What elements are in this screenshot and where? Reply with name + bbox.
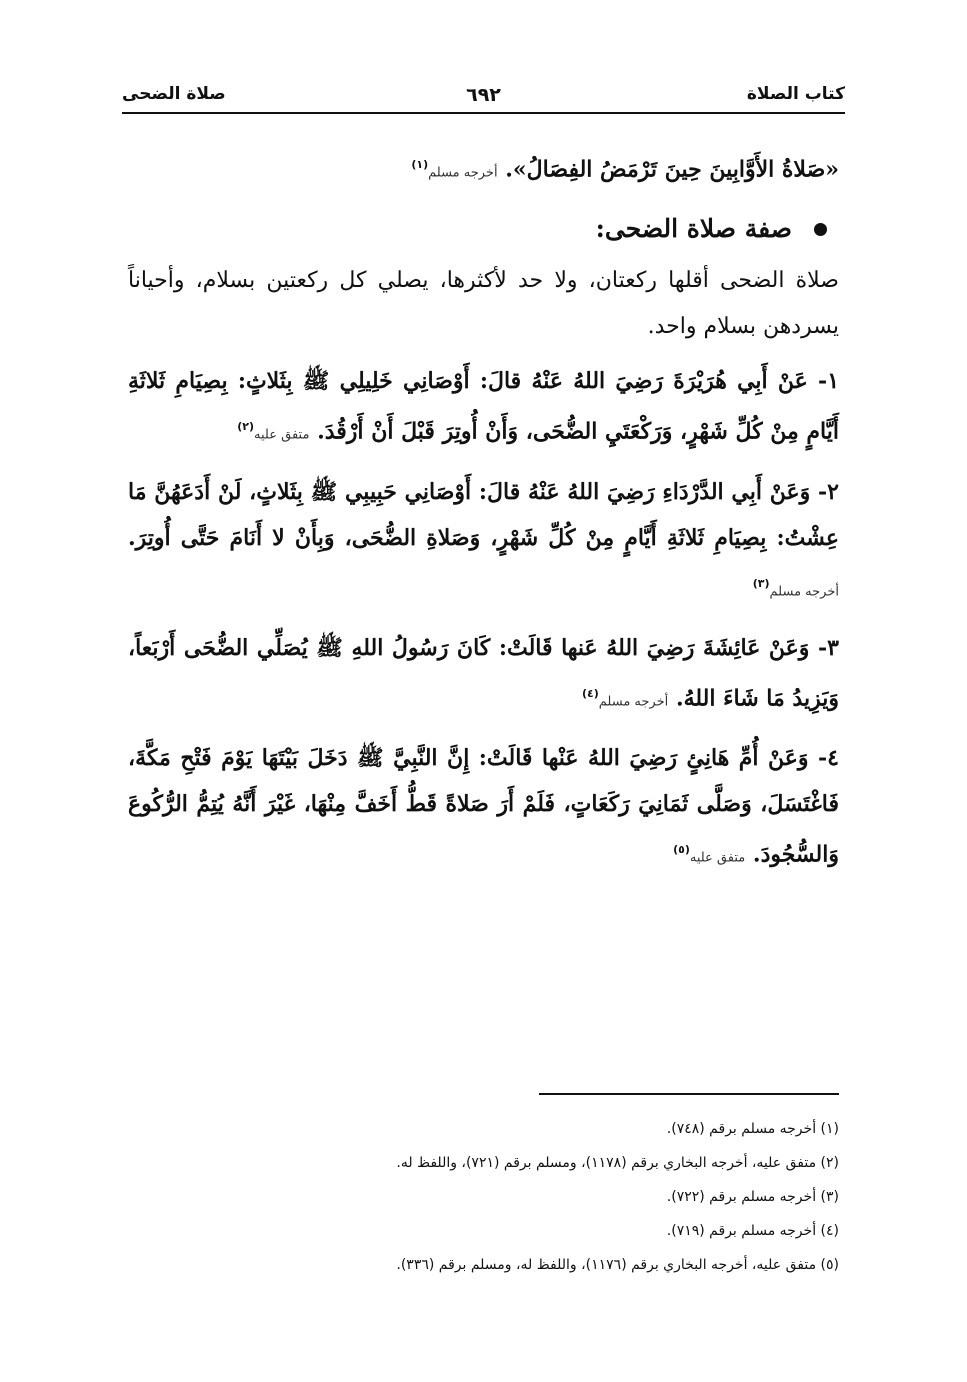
footnote: (٢) متفق عليه، أخرجه البخاري برقم (١١٧٨)، ومسلم برقم (٧٢١)، واللفظ له. <box>396 1155 839 1171</box>
page-body <box>128 142 839 892</box>
opening-ref: (١) <box>411 158 429 171</box>
hadith-text: وَعَنْ أَبِي الدَّرْدَاءِ رَضِيَ اللهُ عَنْهُ قالَ: أَوْصَانِي حَبِيبِي ﷺ بِثَلاثٍ، لَنْ أَدَعَهُنَّ مَا عِشْتُ: بِصِيَامِ ثَلاثَةِ أَيَّامٍ مِنْ كُلِّ شَهْرٍ، وَصَلاةِ الضُّحَى، وَبِأَنْ لا أَنَامَ حَتَّى أُوتِرَ. <box>128 478 839 551</box>
hadith-number: ٢- <box>818 478 839 505</box>
hadith-item <box>128 625 839 725</box>
hadith-number: ٤- <box>818 745 839 772</box>
section-title: صفة صلاة الضحى: <box>595 214 792 244</box>
footnote: (١) أخرجه مسلم برقم (٧٤٨). <box>666 1121 839 1137</box>
opening-source: أخرجه مسلم <box>428 165 498 181</box>
footnote: (٥) متفق عليه، أخرجه البخاري برقم (١١٧٦)، واللفظ له، ومسلم برقم (٣٣٦). <box>396 1257 839 1273</box>
page-header <box>122 82 845 114</box>
hadith-ref: (٣) <box>752 576 770 590</box>
opening-text: «صَلاةُ الأَوَّابِينَ حِينَ تَرْمَضُ الفِصَالُ». <box>505 156 839 183</box>
hadith-text: عَنْ أَبِي هُرَيْرَةَ رَضِيَ اللهُ عَنْهُ قالَ: أَوْصَانِي خَلِيلِي ﷺ بِثَلاثٍ: بِصِيَامِ ثَلاثَةِ أَيَّامٍ مِنْ كُلِّ شَهْرٍ، وَرَكْعَتَيِ الضُّحَى، وَأَنْ أُوتِرَ قَبْلَ أَنْ أَرْقُدَ. <box>128 368 839 445</box>
page-number: ٦٩٢ <box>466 84 501 106</box>
hadith-number: ٣- <box>818 634 839 661</box>
footnotes <box>128 1112 839 1282</box>
footnote: (٤) أخرجه مسلم برقم (٧١٩). <box>666 1223 839 1239</box>
hadith-ref: (٥) <box>673 843 690 857</box>
hadith-item <box>128 735 839 881</box>
hadith-item <box>128 469 839 615</box>
footnote: (٣) أخرجه مسلم برقم (٧٢٢). <box>666 1189 839 1205</box>
hadith-source: أخرجه مسلم <box>598 694 669 710</box>
book-title: كتاب الصلاة <box>746 84 845 104</box>
opening-line <box>128 142 839 196</box>
chapter-title: صلاة الضحى <box>122 84 226 104</box>
bullet-icon <box>814 223 827 236</box>
hadith-number: ١- <box>818 368 840 395</box>
hadith-source: متفق عليه <box>254 427 310 443</box>
hadith-item <box>128 358 839 458</box>
section-heading <box>128 206 839 252</box>
hadith-source: أخرجه مسلم <box>769 583 839 599</box>
intro-paragraph: صلاة الضحى أقلها ركعتان، ولا حد لأكثرها، يصلي كل ركعتين بسلام، وأحياناً يسردهن بسلام واحد. <box>128 268 839 340</box>
hadith-ref: (٤) <box>582 686 599 700</box>
hadith-text: وَعَنْ عَائِشَةَ رَضِيَ اللهُ عَنها قَالَتْ: كَانَ رَسُولُ اللهِ ﷺ يُصَلِّي الضُّحَى أَرْبَعاً، وَيَزِيدُ مَا شَاءَ اللهُ. <box>128 634 839 712</box>
hadith-source: متفق عليه <box>689 850 746 866</box>
hadith-text: وَعَنْ أُمِّ هَانِئٍ رَضِيَ اللهُ عَنْها قَالَتْ: إِنَّ النَّبِيَّ ﷺ دَخَلَ بَيْتَهَا يَوْمَ فَتْحِ مَكَّةَ، فَاغْتَسَلَ، وَصَلَّى ثَمَانِيَ رَكَعَاتٍ، فَلَمْ أَرَ صَلاةً قَطُّ أَخَفَّ مِنْهَا، غَيْرَ أَنَّهُ يُتِمُّ الرُّكُوعَ وَالسُّجُودَ. <box>128 745 840 868</box>
hadith-ref: (٢) <box>237 420 255 434</box>
footnote-divider <box>539 1093 839 1095</box>
